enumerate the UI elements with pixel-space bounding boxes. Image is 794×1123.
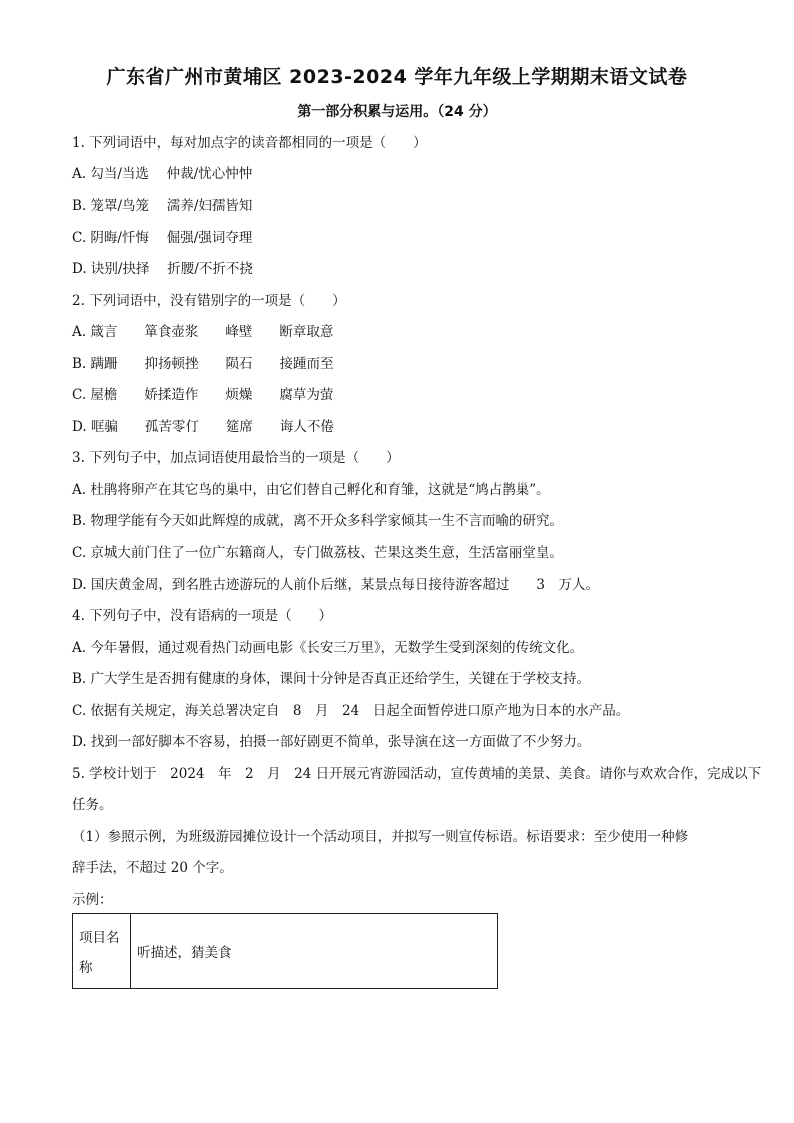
example-label: 示例： bbox=[72, 892, 113, 908]
question-1-option-c: C. 阴晦/忏悔 倔强/强词夺理 bbox=[72, 230, 253, 246]
question-5-sub-1-line-2: 辞手法，不超过 20 个字。 bbox=[72, 860, 233, 876]
question-1-option-d: D. 诀别/抉择 折腰/不折不挠 bbox=[72, 261, 253, 277]
question-3-option-a: A. 杜鹃将卵产在其它鸟的巢中，由它们替自己孵化和育雏，这就是“鸠占鹊巢”。 bbox=[72, 482, 550, 498]
question-3-option-d: D. 国庆黄金周，到名胜古迹游玩的人前仆后继，某景点每日接待游客超过 3 万人。 bbox=[72, 577, 600, 593]
example-table bbox=[72, 913, 498, 989]
question-2-stem: 2. 下列词语中，没有错别字的一项是（ ） bbox=[72, 293, 346, 309]
question-4-option-b: B. 广大学生是否拥有健康的身体，课间十分钟是否真正还给学生，关键在于学校支持。 bbox=[72, 671, 591, 687]
question-5-sub-1-line-1: （1）参照示例，为班级游园摊位设计一个活动项目，并拟写一则宣传标语。标语要求：至少使用一种修 bbox=[72, 829, 689, 845]
question-4-stem: 4. 下列句子中，没有语病的一项是（ ） bbox=[72, 608, 333, 624]
question-3-option-b: B. 物理学能有今天如此辉煌的成就，离不开众多科学家倾其一生不言而喻的研究。 bbox=[72, 513, 564, 529]
question-2-option-b: B. 蹒跚 抑扬顿挫 陨石 接踵而至 bbox=[72, 356, 334, 372]
table-value-text: 听描述，猜美食 bbox=[137, 945, 232, 961]
question-1-option-a: A. 勾当/当选 仲裁/忧心忡忡 bbox=[72, 166, 253, 182]
question-4-option-c: C. 依据有关规定，海关总署决定自 8 月 24 日起全面暂停进口原产地为日本的水产品。 bbox=[72, 703, 630, 719]
question-5-stem-line-1: 5. 学校计划于 2024 年 2 月 24 日开展元宵游园活动，宣传黄埔的美景、美食。请你与欢欢合作，完成以下 bbox=[72, 766, 762, 782]
question-5-stem-line-2: 任务。 bbox=[72, 797, 113, 813]
question-4-option-a: A. 今年暑假，通过观看热门动画电影《长安三万里》，无数学生受到深刻的传统文化。 bbox=[72, 640, 584, 656]
table-header-cell: 项目名称 bbox=[73, 914, 131, 988]
question-2-option-a: A. 箴言 箪食壶浆 峰壁 断章取意 bbox=[72, 324, 334, 340]
question-1-option-b: B. 笼罩/鸟笼 濡养/妇孺皆知 bbox=[72, 198, 253, 214]
section-heading: 第一部分积累与运用。（24 分） bbox=[297, 104, 497, 120]
question-4-option-d: D. 找到一部好脚本不容易，拍摄一部好剧更不简单，张导演在这一方面做了不少努力。 bbox=[72, 734, 591, 750]
question-3-option-c: C. 京城大前门住了一位广东籍商人，专门做荔枝、芒果这类生意，生活富丽堂皇。 bbox=[72, 545, 563, 561]
question-2-option-c: C. 屋檐 娇揉造作 烦燥 腐草为萤 bbox=[72, 387, 334, 403]
table-value-cell bbox=[131, 914, 497, 988]
question-3-stem: 3. 下列句子中，加点词语使用最恰当的一项是（ ） bbox=[72, 450, 400, 466]
question-2-option-d: D. 哐骗 孤苦零仃 筵席 诲人不倦 bbox=[72, 419, 334, 435]
question-1-stem: 1. 下列词语中，每对加点字的读音都相同的一项是（ ） bbox=[72, 135, 427, 151]
page-title: 广东省广州市黄埔区 2023-2024 学年九年级上学期期末语文试卷 bbox=[106, 66, 688, 88]
